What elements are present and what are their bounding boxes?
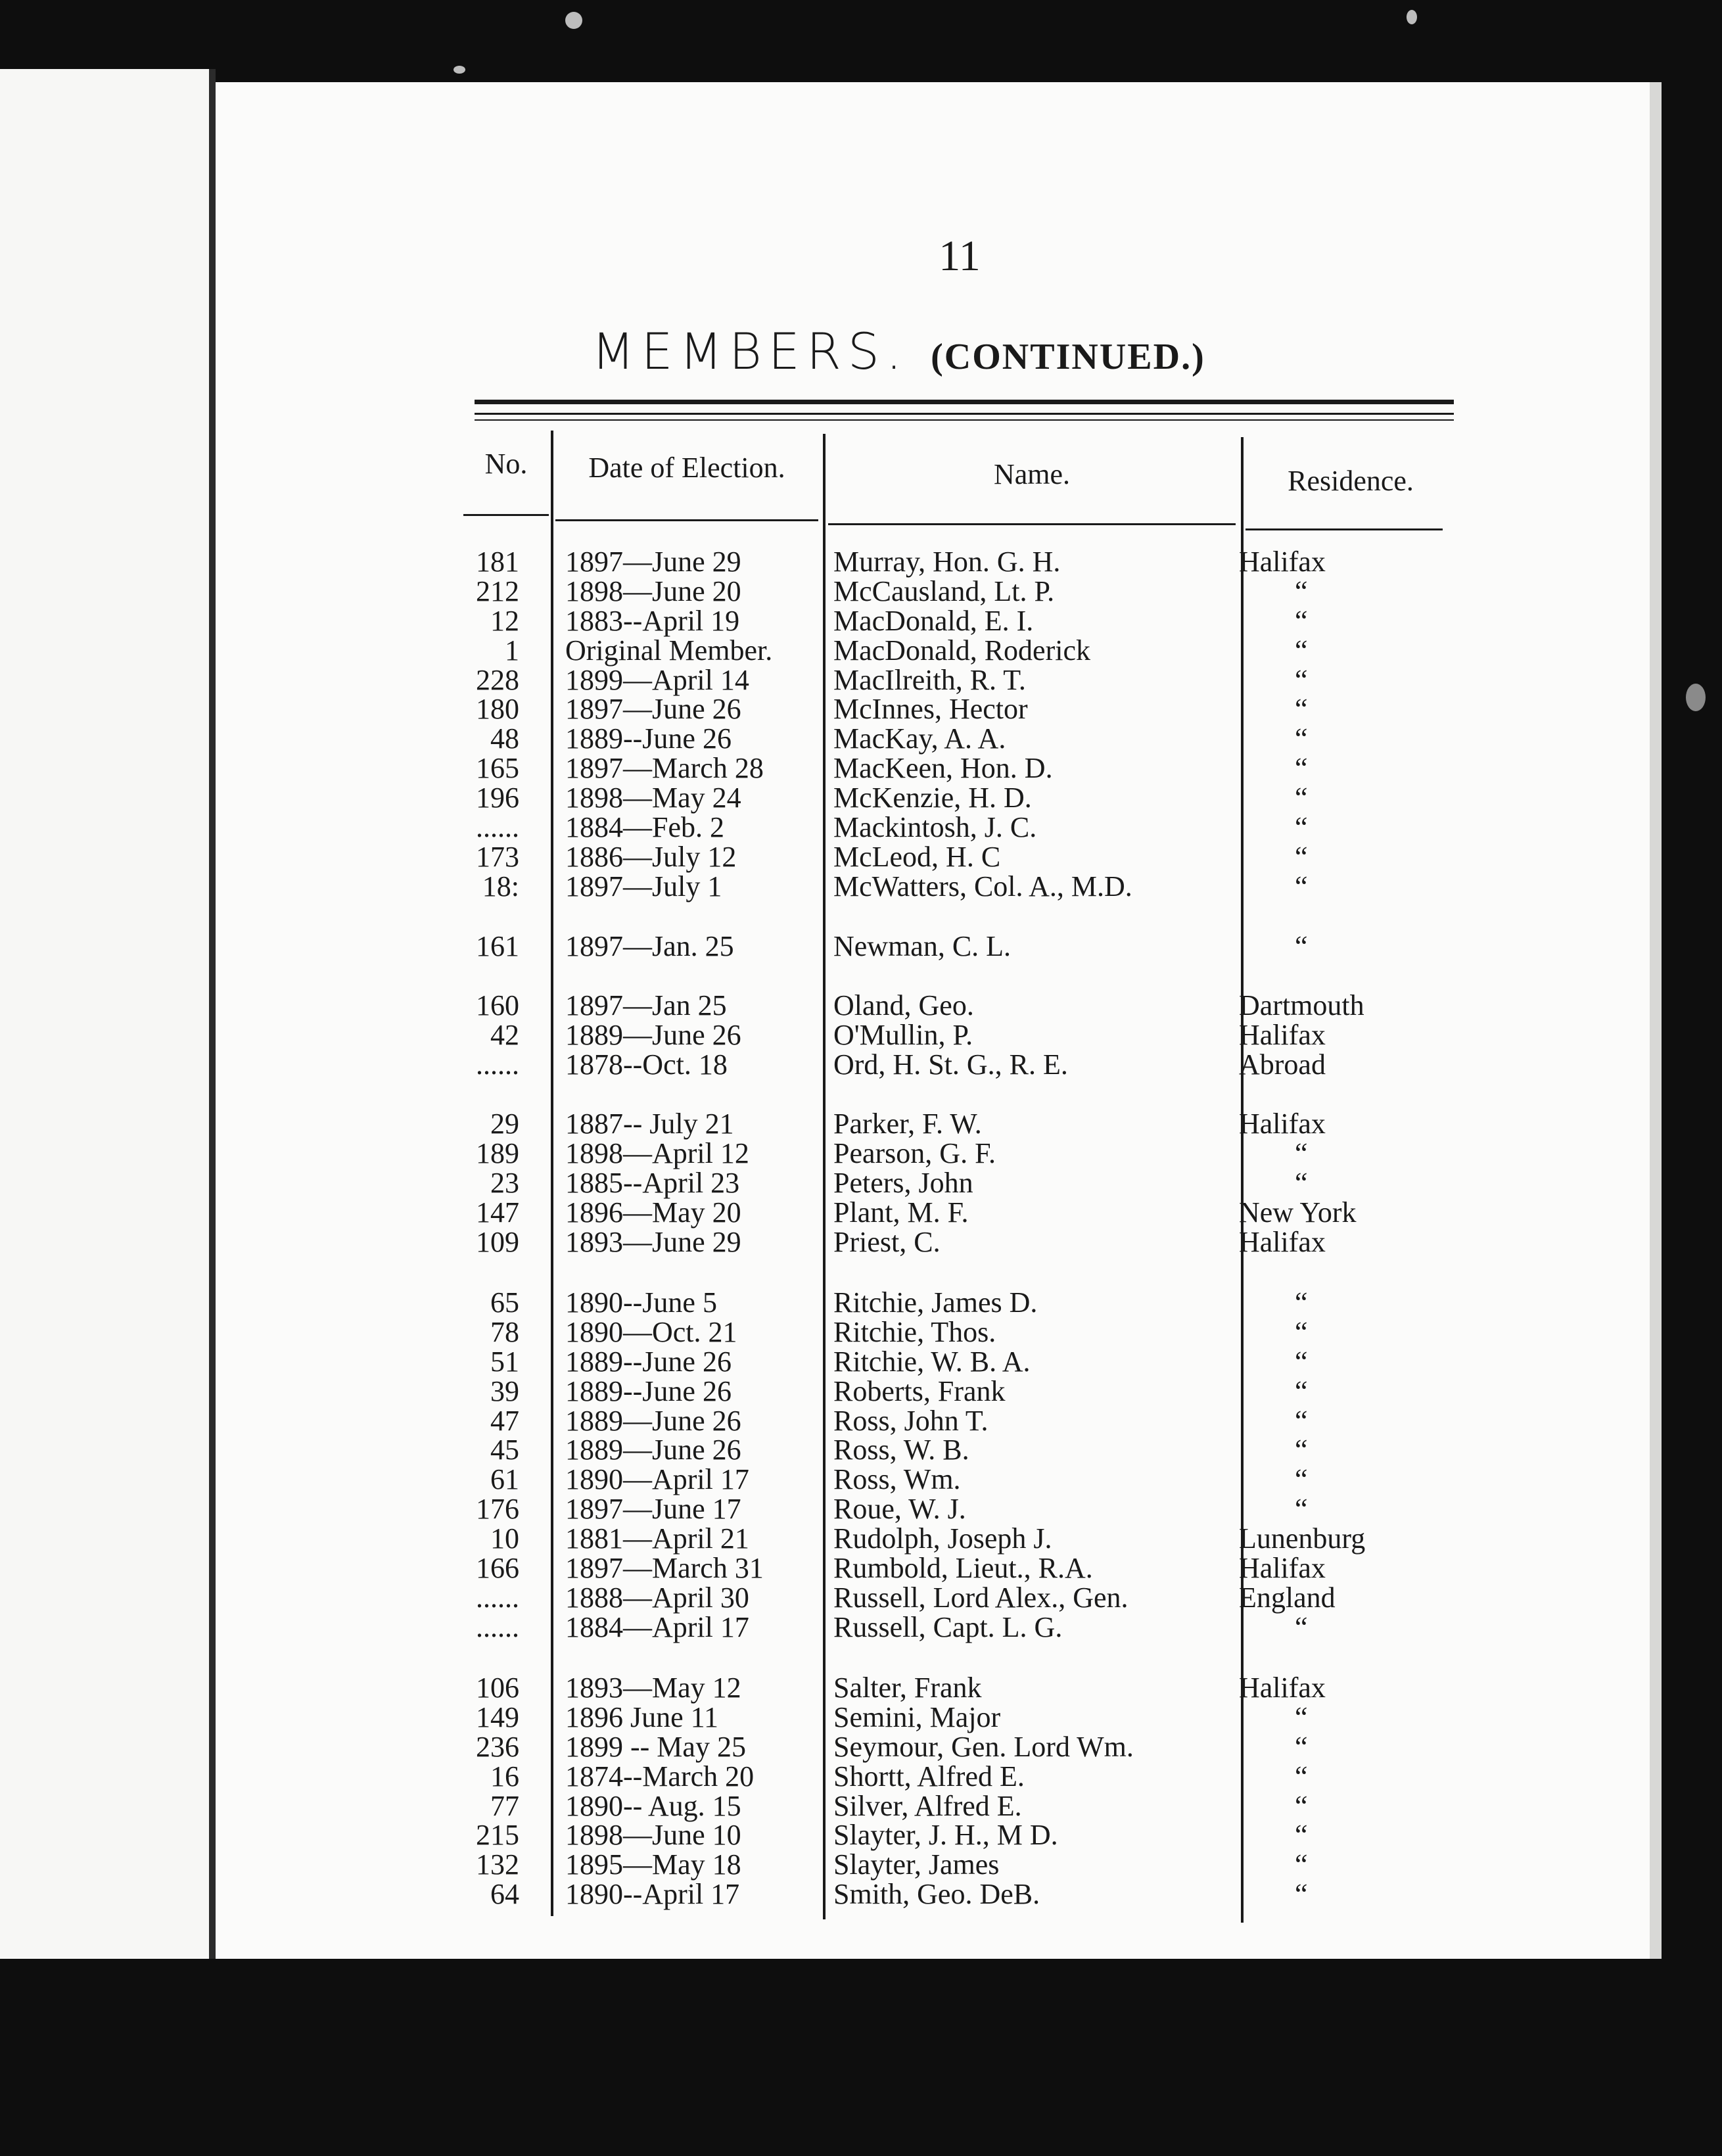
page-number: 11 (939, 232, 981, 280)
election-date: 1897—June 26 (565, 693, 741, 726)
member-residence: Lunenburg (1239, 1522, 1366, 1555)
member-number: 228 (476, 663, 519, 696)
member-number: 189 (476, 1137, 519, 1169)
column-header-no: No. (484, 448, 528, 480)
dust-speck (565, 12, 582, 29)
member-number: 77 (490, 1789, 519, 1822)
member-row (460, 1374, 1485, 1407)
member-row (460, 1436, 1485, 1465)
member-name: Ross, John T. (833, 1404, 989, 1437)
election-date: 1885--April 23 (565, 1166, 740, 1199)
election-date: 1899—April 14 (565, 663, 749, 696)
member-row (460, 813, 1485, 843)
member-number: ...... (476, 811, 519, 844)
member-name: Ross, W. B. (833, 1434, 969, 1466)
member-row (460, 695, 1485, 724)
election-date: 1890—April 17 (565, 1463, 749, 1496)
member-residence: “ (1295, 634, 1308, 667)
member-row (460, 1850, 1485, 1880)
election-date: 1898—April 12 (565, 1137, 749, 1169)
member-number: 166 (476, 1552, 519, 1585)
member-residence: “ (1295, 1730, 1308, 1763)
member-row (460, 663, 1485, 696)
member-residence: “ (1295, 574, 1308, 607)
members-group-r (460, 1288, 1485, 1643)
member-row (460, 1225, 1485, 1258)
member-residence: “ (1295, 1848, 1308, 1881)
member-name: Semini, Major (833, 1700, 1001, 1733)
member-name: Pearson, G. F. (833, 1137, 996, 1169)
member-number: 1 (505, 634, 519, 667)
header-underline (1245, 528, 1443, 530)
member-residence: “ (1295, 1166, 1308, 1199)
member-name: Priest, C. (833, 1225, 941, 1258)
member-name: Roberts, Frank (833, 1374, 1006, 1407)
member-name: MacDonald, E. I. (833, 604, 1034, 637)
page-title: MEMBERS. (592, 322, 909, 381)
member-number: 10 (490, 1522, 519, 1555)
election-date: 1889--June 26 (565, 1345, 732, 1378)
member-row (460, 1700, 1485, 1733)
member-name: Peters, John (833, 1166, 973, 1199)
member-row (460, 1583, 1485, 1613)
member-residence: “ (1295, 722, 1308, 755)
member-name: Rudolph, Joseph J. (833, 1522, 1052, 1555)
column-header-residence: Residence. (1288, 465, 1414, 497)
header-thick-rule (475, 400, 1454, 404)
member-number: 12 (490, 604, 519, 637)
member-residence: “ (1295, 663, 1308, 696)
member-residence: “ (1295, 693, 1308, 726)
dust-speck (1407, 10, 1417, 24)
member-number: 196 (476, 782, 519, 814)
member-number: 29 (490, 1108, 519, 1140)
member-number: 47 (490, 1404, 519, 1437)
column-header-name: Name. (993, 458, 1071, 490)
member-number: 160 (476, 989, 519, 1021)
member-residence: “ (1295, 1463, 1308, 1496)
member-row (460, 1524, 1485, 1554)
member-row (460, 840, 1485, 873)
election-date: 1897—Jan 25 (565, 989, 727, 1021)
election-date: 1884—April 17 (565, 1610, 749, 1643)
member-name: Mackintosh, J. C. (833, 811, 1037, 844)
member-name: Plant, M. F. (833, 1196, 969, 1229)
member-number: 51 (490, 1345, 519, 1378)
member-residence: “ (1295, 752, 1308, 785)
member-number: ...... (476, 1048, 519, 1081)
member-residence: Dartmouth (1239, 989, 1364, 1021)
member-number: 106 (476, 1672, 519, 1704)
election-date: 1898—June 20 (565, 574, 741, 607)
facing-page-edge (0, 69, 216, 1959)
election-date: 1899 -- May 25 (565, 1730, 746, 1763)
member-number: 61 (490, 1463, 519, 1496)
member-row (460, 548, 1485, 577)
member-row (460, 1789, 1485, 1822)
member-number: 236 (476, 1730, 519, 1763)
member-residence: Abroad (1239, 1048, 1326, 1081)
election-date: 1884—Feb. 2 (565, 811, 724, 844)
header-underline (555, 519, 818, 521)
member-row (460, 574, 1485, 607)
member-name: Ritchie, W. B. A. (833, 1345, 1031, 1378)
member-row (460, 1762, 1485, 1792)
member-residence: “ (1295, 1345, 1308, 1378)
election-date: 1887-- July 21 (565, 1108, 734, 1140)
member-name: Silver, Alfred E. (833, 1789, 1022, 1822)
member-residence: Halifax (1239, 1672, 1326, 1704)
member-row (460, 724, 1485, 754)
member-number: 16 (490, 1760, 519, 1793)
member-number: 215 (476, 1819, 519, 1852)
member-residence: New York (1239, 1196, 1357, 1229)
member-name: Russell, Capt. L. G. (833, 1610, 1063, 1643)
member-residence: “ (1295, 870, 1308, 902)
page-subtitle: (CONTINUED.) (931, 337, 1205, 377)
member-name: MacKeen, Hon. D. (833, 752, 1053, 785)
member-name: Ritchie, James D. (833, 1286, 1038, 1319)
election-date: 1897—June 29 (565, 546, 741, 578)
member-name: Parker, F. W. (833, 1108, 982, 1140)
member-row (460, 1166, 1485, 1199)
election-date: 1888—April 30 (565, 1581, 749, 1614)
election-date: 1898—May 24 (565, 782, 741, 814)
header-underline (463, 514, 549, 516)
election-date: 1881—April 21 (565, 1522, 749, 1555)
member-residence: “ (1295, 1493, 1308, 1526)
member-residence: “ (1295, 1819, 1308, 1852)
election-date: 1897—March 31 (565, 1552, 764, 1585)
member-name: Newman, C. L. (833, 930, 1012, 962)
member-name: Murray, Hon. G. H. (833, 546, 1061, 578)
member-row (460, 872, 1485, 902)
election-date: 1897—June 17 (565, 1493, 741, 1526)
member-name: MacKay, A. A. (833, 722, 1006, 755)
dust-speck (1686, 684, 1706, 711)
member-number: 23 (490, 1166, 519, 1199)
member-row (460, 1674, 1485, 1703)
election-date: 1874--March 20 (565, 1760, 755, 1793)
member-number: 176 (476, 1493, 519, 1526)
election-date: 1886—July 12 (565, 840, 737, 873)
member-residence: “ (1295, 1878, 1308, 1911)
election-date: 1889--June 26 (565, 1374, 732, 1407)
header-thin-rule (475, 413, 1454, 415)
member-row (460, 1198, 1485, 1228)
member-name: MacDonald, Roderick (833, 634, 1090, 667)
member-name: Roue, W. J. (833, 1493, 966, 1526)
member-row (460, 1288, 1485, 1318)
member-number: 64 (490, 1878, 519, 1911)
election-date: 1883--April 19 (565, 604, 740, 637)
member-name: Rumbold, Lieut., R.A. (833, 1552, 1093, 1585)
election-date: 1898—June 10 (565, 1819, 741, 1852)
header-thin-rule (475, 419, 1454, 421)
dust-speck (454, 66, 465, 74)
member-number: 48 (490, 722, 519, 755)
election-date: 1897—March 28 (565, 752, 764, 785)
member-name: Slayter, James (833, 1848, 1000, 1881)
members-group-m (460, 548, 1485, 902)
member-row (460, 1050, 1485, 1080)
member-residence: Halifax (1239, 1108, 1326, 1140)
member-number: ...... (476, 1610, 519, 1643)
member-row (460, 754, 1485, 784)
member-residence: England (1239, 1581, 1336, 1614)
member-row (460, 784, 1485, 813)
member-residence: “ (1295, 840, 1308, 873)
member-name: McInnes, Hector (833, 693, 1028, 726)
member-row (460, 1404, 1485, 1437)
member-row (460, 991, 1485, 1021)
election-date: 1890-- Aug. 15 (565, 1789, 741, 1822)
member-name: Salter, Frank (833, 1672, 982, 1704)
member-number: 45 (490, 1434, 519, 1466)
election-date: 1890--April 17 (565, 1878, 740, 1911)
member-row (460, 1495, 1485, 1524)
member-name: McLeod, H. C (833, 840, 1001, 873)
election-date: 1893—June 29 (565, 1225, 741, 1258)
member-row (460, 1610, 1485, 1643)
election-date: 1895—May 18 (565, 1848, 741, 1881)
member-row (460, 1315, 1485, 1348)
election-date: 1889—June 26 (565, 1404, 741, 1437)
member-name: O'Mullin, P. (833, 1018, 973, 1051)
member-row (460, 1821, 1485, 1850)
member-residence: “ (1295, 1434, 1308, 1466)
member-number: 161 (476, 930, 519, 962)
member-name: Shortt, Alfred E. (833, 1760, 1025, 1793)
member-row (460, 1554, 1485, 1583)
member-number: ...... (476, 1581, 519, 1614)
members-group-o (460, 991, 1485, 1080)
member-number: 18: (482, 870, 519, 902)
member-number: 132 (476, 1848, 519, 1881)
member-residence: “ (1295, 1374, 1308, 1407)
member-residence: “ (1295, 1610, 1308, 1643)
member-residence: Halifax (1239, 546, 1326, 578)
election-date: 1889—June 26 (565, 1018, 741, 1051)
election-date: 1889--June 26 (565, 722, 732, 755)
member-name: Slayter, J. H., M D. (833, 1819, 1058, 1852)
member-residence: “ (1295, 1137, 1308, 1169)
members-group-s (460, 1674, 1485, 1910)
member-residence: Halifax (1239, 1225, 1326, 1258)
member-number: 212 (476, 574, 519, 607)
member-number: 42 (490, 1018, 519, 1051)
election-date: Original Member. (565, 634, 773, 667)
member-residence: “ (1295, 604, 1308, 637)
member-name: Seymour, Gen. Lord Wm. (833, 1730, 1134, 1763)
member-residence: “ (1295, 1286, 1308, 1319)
member-name: Ord, H. St. G., R. E. (833, 1048, 1068, 1081)
members-group-p (460, 1110, 1485, 1257)
member-row (460, 1880, 1485, 1910)
member-number: 165 (476, 752, 519, 785)
member-row (460, 636, 1485, 666)
member-residence: “ (1295, 1760, 1308, 1793)
header-underline (828, 523, 1236, 525)
election-date: 1897—Jan. 25 (565, 930, 734, 962)
column-header-date: Date of Election. (588, 452, 785, 484)
election-date: 1896—May 20 (565, 1196, 741, 1229)
member-number: 147 (476, 1196, 519, 1229)
member-name: Oland, Geo. (833, 989, 974, 1021)
member-row (460, 1139, 1485, 1169)
member-residence: Halifax (1239, 1552, 1326, 1585)
election-date: 1897—July 1 (565, 870, 722, 902)
member-residence: “ (1295, 1404, 1308, 1437)
member-residence: “ (1295, 930, 1308, 962)
election-date: 1890—Oct. 21 (565, 1315, 737, 1348)
member-name: McKenzie, H. D. (833, 782, 1032, 814)
member-row (460, 1110, 1485, 1139)
member-number: 173 (476, 840, 519, 873)
member-residence: “ (1295, 782, 1308, 814)
member-number: 149 (476, 1700, 519, 1733)
member-number: 78 (490, 1315, 519, 1348)
election-date: 1896 June 11 (565, 1700, 719, 1733)
member-name: Ritchie, Thos. (833, 1315, 996, 1348)
member-number: 181 (476, 546, 519, 578)
member-number: 109 (476, 1225, 519, 1258)
member-name: McCausland, Lt. P. (833, 574, 1055, 607)
member-row (460, 1018, 1485, 1051)
member-name: McWatters, Col. A., M.D. (833, 870, 1132, 902)
member-row (460, 932, 1485, 962)
member-row (460, 1730, 1485, 1763)
election-date: 1878--Oct. 18 (565, 1048, 728, 1081)
members-group-n (460, 932, 1485, 962)
election-date: 1890--June 5 (565, 1286, 717, 1319)
member-row (460, 1345, 1485, 1378)
member-name: Ross, Wm. (833, 1463, 961, 1496)
member-number: 39 (490, 1374, 519, 1407)
member-name: MacIlreith, R. T. (833, 663, 1026, 696)
member-residence: “ (1295, 811, 1308, 844)
member-number: 180 (476, 693, 519, 726)
member-residence: Halifax (1239, 1018, 1326, 1051)
member-residence: “ (1295, 1315, 1308, 1348)
member-row (460, 1465, 1485, 1495)
member-row (460, 604, 1485, 637)
member-name: Russell, Lord Alex., Gen. (833, 1581, 1129, 1614)
election-date: 1889—June 26 (565, 1434, 741, 1466)
member-residence: “ (1295, 1789, 1308, 1822)
member-number: 65 (490, 1286, 519, 1319)
election-date: 1893—May 12 (565, 1672, 741, 1704)
member-name: Smith, Geo. DeB. (833, 1878, 1040, 1911)
page-heading (592, 322, 1205, 394)
member-residence: “ (1295, 1700, 1308, 1733)
